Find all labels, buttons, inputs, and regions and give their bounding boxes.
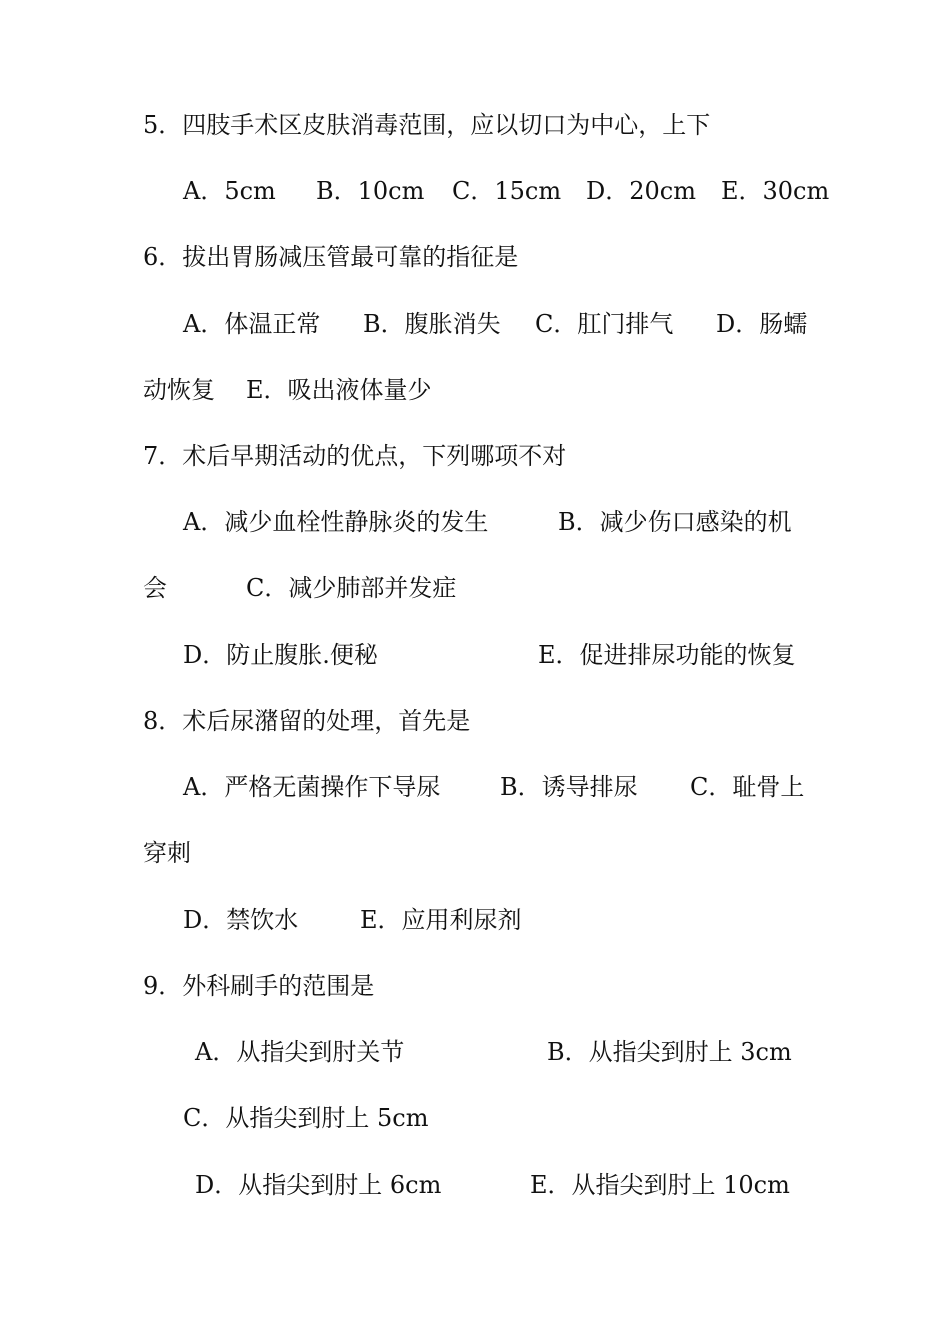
q7-option-e: E．促进排尿功能的恢复 xyxy=(538,641,796,669)
q5-option-b: B．10cm xyxy=(316,177,425,205)
q5-option-d: D．20cm xyxy=(586,177,696,205)
q8-option-c: C．耻骨上 xyxy=(690,773,805,801)
q9-option-e: E．从指尖到肘上 10cm xyxy=(530,1171,790,1199)
question-9-stem: 9．外科刷手的范围是 xyxy=(143,972,375,1000)
q9-option-d: D．从指尖到肘上 6cm xyxy=(195,1171,442,1199)
q6-option-b: B．腹胀消失 xyxy=(363,310,501,338)
q9-option-b: B．从指尖到肘上 3cm xyxy=(547,1038,792,1066)
q7-option-a: A．减少血栓性静脉炎的发生 xyxy=(183,508,489,536)
q5-option-e: E．30cm xyxy=(721,177,830,205)
q6-option-a: A．体温正常 xyxy=(183,310,321,338)
q9-option-a: A．从指尖到肘关节 xyxy=(195,1038,405,1066)
q8-option-c-continued: 穿刺 xyxy=(143,839,191,867)
q7-option-b-continued: 会 xyxy=(143,574,167,602)
q7-option-b: B．减少伤口感染的机 xyxy=(558,508,792,536)
q5-option-a: A．5cm xyxy=(183,177,276,205)
q8-option-e: E．应用利尿剂 xyxy=(360,906,522,934)
q5-option-c: C．15cm xyxy=(452,177,562,205)
q9-option-c: C．从指尖到肘上 5cm xyxy=(183,1104,429,1132)
q6-option-c: C．肛门排气 xyxy=(535,310,674,338)
q6-option-e: E．吸出液体量少 xyxy=(246,376,432,404)
q7-option-c: C．减少肺部并发症 xyxy=(246,574,457,602)
question-7-stem: 7．术后早期活动的优点，下列哪项不对 xyxy=(143,442,567,470)
q8-option-d: D．禁饮水 xyxy=(183,906,299,934)
q7-option-d: D．防止腹胀.便秘 xyxy=(183,641,378,669)
question-8-stem: 8．术后尿潴留的处理，首先是 xyxy=(143,707,471,735)
q6-option-d: D．肠蠕 xyxy=(716,310,808,338)
q8-option-a: A．严格无菌操作下导尿 xyxy=(183,773,441,801)
question-5-stem: 5．四肢手术区皮肤消毒范围，应以切口为中心，上下 xyxy=(143,111,711,139)
q6-option-d-continued: 动恢复 xyxy=(143,376,215,404)
question-6-stem: 6．拔出胃肠减压管最可靠的指征是 xyxy=(143,243,519,271)
q8-option-b: B．诱导排尿 xyxy=(500,773,638,801)
